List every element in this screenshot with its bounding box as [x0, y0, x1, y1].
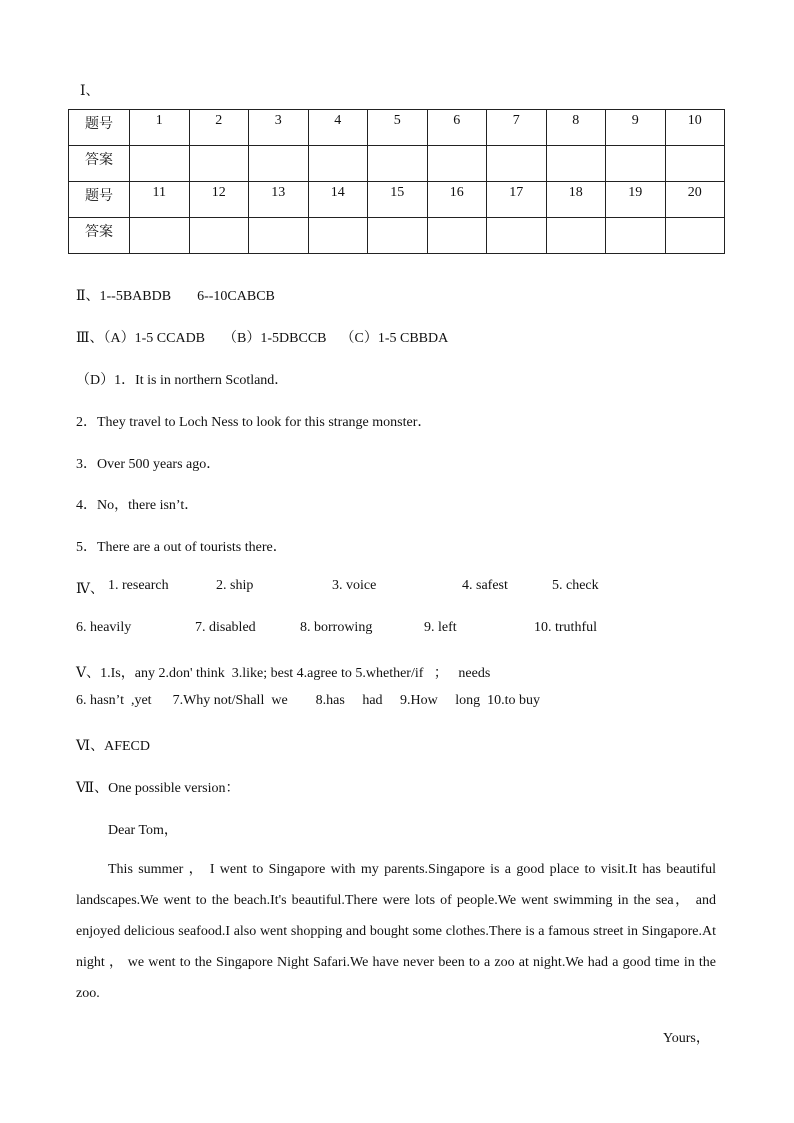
section-6-answer: AFECD — [104, 739, 150, 754]
vocab-item: 4. safest — [462, 578, 508, 593]
answer-cell — [427, 146, 487, 182]
answer-row-1 — [69, 146, 725, 182]
section-3-a: （A）1-5 CCADB — [103, 331, 206, 346]
number-cell: 3 — [249, 110, 309, 146]
number-cell: 16 — [427, 182, 487, 218]
number-cell: 14 — [308, 182, 368, 218]
number-cell: 11 — [130, 182, 190, 218]
section-7-line — [76, 777, 240, 797]
number-cell: 7 — [487, 110, 547, 146]
vocab-item: 9. left — [424, 620, 457, 635]
answer-cell — [546, 218, 606, 254]
section-3-label: Ⅲ、 — [76, 331, 104, 346]
answer-cell — [249, 218, 309, 254]
answer-cell — [308, 146, 368, 182]
section-2-part-1: 1--5BABDB — [99, 289, 172, 304]
section-3-d-line-2: 2．They travel to Loch Ness to look for this strange monster． — [76, 415, 432, 430]
row-header-answer: 答案 — [69, 218, 130, 254]
section-3-b: （B）1-5DBCCB — [223, 331, 327, 346]
answer-cell — [189, 146, 249, 182]
section-2-line — [76, 285, 275, 305]
section-2-part-2: 6--10CABCB — [197, 289, 275, 304]
answer-grid — [68, 109, 725, 254]
answer-cell — [249, 146, 309, 182]
section-3-d-line-4: 4．No，there isn’t． — [76, 498, 199, 513]
number-cell: 1 — [130, 110, 190, 146]
number-cell: 18 — [546, 182, 606, 218]
answer-cell — [130, 146, 190, 182]
section-3-d-line-3: 3．Over 500 years ago． — [76, 457, 221, 472]
section-1-label: Ⅰ、 — [80, 84, 100, 99]
vocab-item: 1. research — [108, 578, 169, 593]
answer-cell — [368, 146, 428, 182]
answer-cell — [130, 218, 190, 254]
answer-cell — [308, 218, 368, 254]
vocab-item: 5. check — [552, 578, 599, 593]
row-header-answer: 答案 — [69, 146, 130, 182]
section-6-line — [76, 735, 150, 755]
number-row-2 — [69, 182, 725, 218]
row-header-number: 题号 — [69, 182, 130, 218]
answer-cell — [189, 218, 249, 254]
answer-cell — [665, 218, 725, 254]
answer-row-2 — [69, 218, 725, 254]
answer-cell — [368, 218, 428, 254]
number-cell: 17 — [487, 182, 547, 218]
vocab-item: 2. ship — [216, 578, 254, 593]
vocab-item: 6. heavily — [76, 620, 132, 635]
number-cell: 5 — [368, 110, 428, 146]
vocab-item: 7. disabled — [195, 620, 256, 635]
section-7-intro: One possible version： — [108, 781, 240, 796]
section-3-line — [76, 327, 448, 347]
section-7-label: Ⅶ、 — [76, 781, 109, 796]
answer-cell — [606, 218, 666, 254]
vocab-item: 3. voice — [332, 578, 377, 593]
vocab-item: 8. borrowing — [300, 620, 373, 635]
answer-cell — [427, 218, 487, 254]
section-3-d-line-5: 5．There are a out of tourists there． — [76, 540, 287, 555]
section-5-line-2: 6. hasn’t ,yet 7.Why not/Shall we 8.has had 9.How long 10.to buy — [76, 693, 541, 708]
letter-closing: Yours， — [663, 1031, 710, 1046]
number-cell: 6 — [427, 110, 487, 146]
section-4-label: Ⅳ、 — [76, 582, 104, 597]
letter-greeting: Dear Tom， — [108, 823, 178, 838]
number-cell: 15 — [368, 182, 428, 218]
number-cell: 8 — [546, 110, 606, 146]
number-cell: 19 — [606, 182, 666, 218]
answer-cell — [487, 146, 547, 182]
section-3-c: （C）1-5 CBBDA — [340, 331, 449, 346]
section-5-line-1 — [76, 662, 490, 682]
answer-cell — [487, 218, 547, 254]
section-5-answers-1: 1.Is，any 2.don' think 3.like; best 4.agree to 5.whether/if ； needs — [100, 666, 491, 681]
section-6-label: Ⅵ、 — [76, 739, 105, 754]
letter-body: This summer ， I went to Singapore with my parents.Singapore is a good place to visit.It has beautiful landscapes.We went to the beach.It's beautiful.There were lots of people.We went swimming in the sea， and enjoyed delicious seafood.I also went shopping and bought some clothes.There is a famous street in Singapore.At night ， we went to the Singapore Night Safari.We have never been to a zoo at night.We had a good time in the zoo. — [76, 862, 716, 1001]
section-3-d-line-1: （D）1．It is in northern Scotland． — [76, 373, 289, 388]
number-cell: 4 — [308, 110, 368, 146]
number-row-1 — [69, 110, 725, 146]
vocab-item: 10. truthful — [534, 620, 597, 635]
number-cell: 13 — [249, 182, 309, 218]
section-5-label: Ⅴ、 — [76, 666, 101, 681]
row-header-number: 题号 — [69, 110, 130, 146]
answer-cell — [606, 146, 666, 182]
number-cell: 12 — [189, 182, 249, 218]
number-cell: 10 — [665, 110, 725, 146]
number-cell: 20 — [665, 182, 725, 218]
number-cell: 9 — [606, 110, 666, 146]
section-2-label: Ⅱ、 — [76, 289, 100, 304]
answer-cell — [546, 146, 606, 182]
answer-cell — [665, 146, 725, 182]
number-cell: 2 — [189, 110, 249, 146]
